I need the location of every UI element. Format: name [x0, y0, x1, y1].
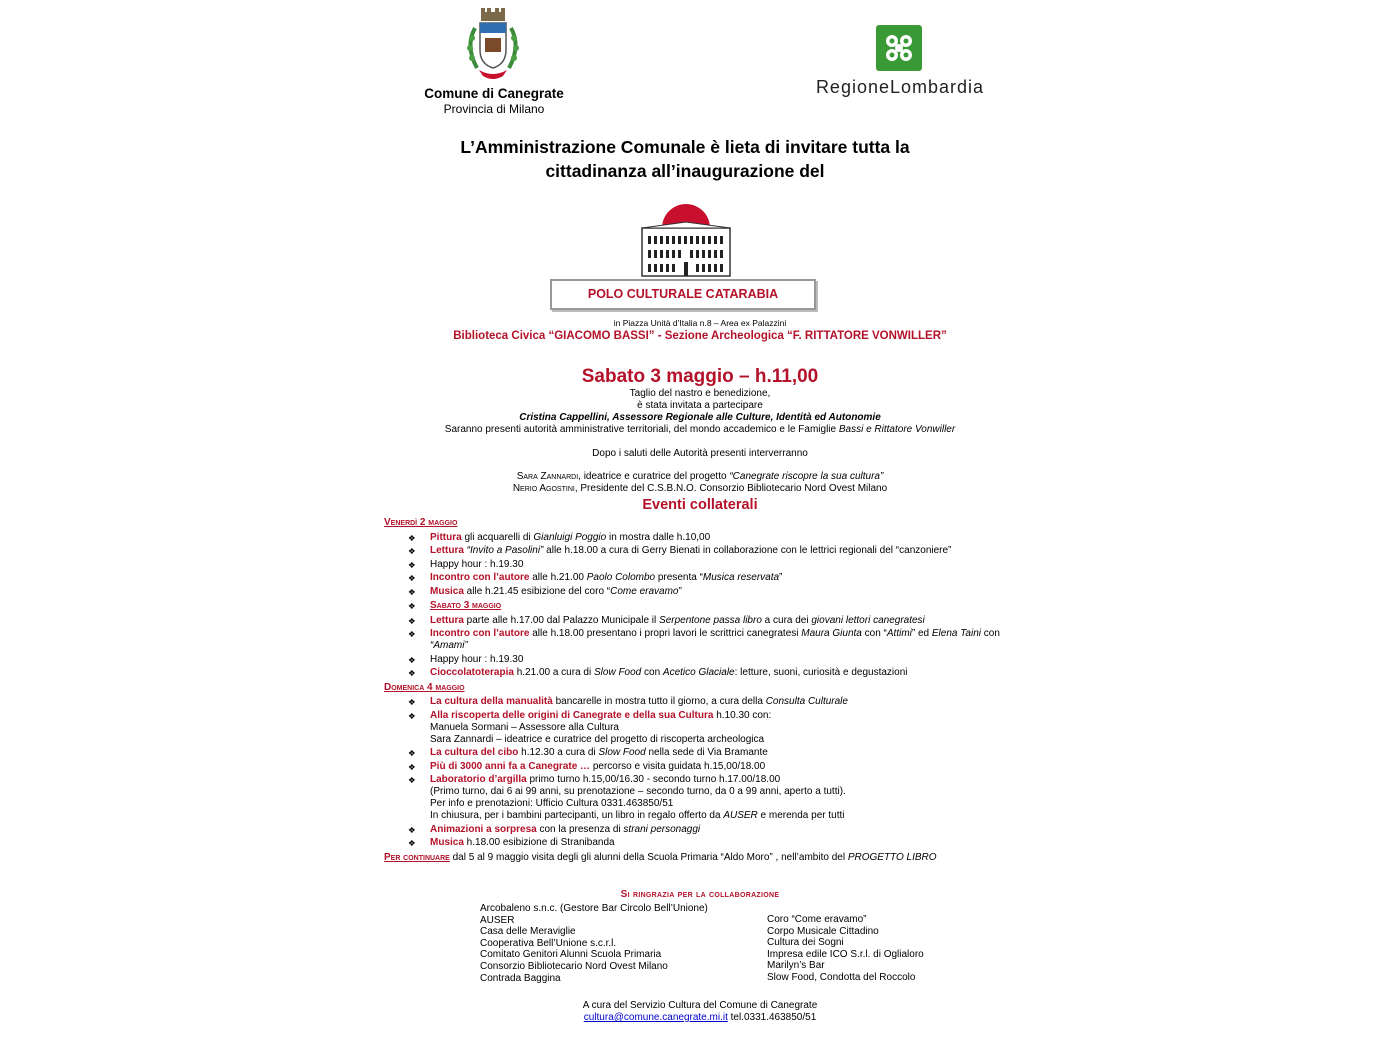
- event-label: Animazioni a sorpresa: [430, 823, 537, 835]
- event-italic: Slow Food: [593, 667, 642, 678]
- event-italic: “Amami”: [430, 640, 468, 651]
- event-text: parte alle h.17.00 dal Palazzo Municipale il: [463, 614, 660, 626]
- main-event-info: [0, 388, 1400, 436]
- day-heading-saturday: Sabato 3 maggio: [430, 600, 502, 611]
- sponsor-item: AUSER: [480, 914, 515, 926]
- main-date-title: Sabato 3 maggio – h.11,00: [581, 366, 819, 387]
- footer: [0, 1000, 1400, 1024]
- continuation-line: [384, 851, 1004, 865]
- sponsor-item: Comitato Genitori Alunni Scuola Primaria: [480, 949, 662, 961]
- event-italic: “Invito a Pasolini”: [463, 545, 544, 556]
- event-text: alle h.21.00: [529, 572, 587, 583]
- biblioteca-line: Biblioteca Civica “GIACOMO BASSI” - Sezione Archeologica “F. RITTATORE VONWILLER”: [453, 330, 947, 342]
- event-subline: Sara Zannardi – ideatrice e curatrice del progetto di riscoperta archeologica: [430, 733, 765, 745]
- event-label: Lettura: [430, 545, 464, 556]
- info-line-1: Taglio del nastro e benedizione,: [629, 388, 771, 399]
- info-line-4-families: Bassi e Rittatore Vonwiller: [838, 424, 956, 435]
- speaker-2: [0, 483, 1400, 495]
- venue-address: in Piazza Unità d’Italia n.8 – Area ex Palazzini: [613, 318, 787, 328]
- event-label: La cultura del cibo: [430, 747, 519, 758]
- info-line-4: [0, 424, 1400, 436]
- footer-tel: tel.0331.463850/51: [727, 1012, 817, 1023]
- comune-province: Provincia di Milano: [443, 102, 545, 116]
- continuation-text: dal 5 al 9 maggio visita degli gli alunni della Scuola Primaria “Aldo Moro” , nell’ambito del: [449, 851, 848, 863]
- sponsor-item: Slow Food, Condotta del Roccolo: [767, 971, 916, 983]
- event-text: h.12.30 a cura di: [518, 747, 599, 758]
- info-line-4-text: Saranno presenti autorità amministrative territoriali, del mondo accademico e le Famiglie: [444, 424, 839, 435]
- day-heading-friday: Venerdì 2 maggio: [384, 517, 458, 528]
- event-label: Musica: [430, 585, 464, 597]
- event-italic: Gianluigi Poggio: [533, 531, 607, 543]
- sponsor-item: Contrada Baggina: [480, 972, 561, 984]
- speaker-2-name: Nerio Agostini: [512, 483, 575, 494]
- day-heading-sunday: Domenica 4 maggio: [384, 681, 465, 693]
- footer-contact: [0, 1012, 1400, 1024]
- list-item: [384, 615, 1004, 627]
- event-italic: Musica reservata: [702, 572, 780, 583]
- thanks-right-column: [767, 914, 1007, 984]
- event-label: La cultura della manualità: [430, 696, 553, 707]
- event-label: Alla riscoperta delle origini di Canegrate e della sua Cultura: [430, 709, 714, 721]
- list-item: [384, 761, 1004, 773]
- event-label: Lettura: [430, 614, 464, 626]
- event-italic: Serpentone passa libro: [659, 614, 762, 626]
- event-text: gli acquarelli di: [461, 531, 534, 543]
- footer-line-1: A cura del Servizio Cultura del Comune di Canegrate: [582, 1000, 818, 1011]
- event-text: con la presenza di: [536, 823, 624, 835]
- event-label: Cioccolatoterapia: [430, 667, 514, 678]
- list-item: [384, 532, 1004, 544]
- regione-lombardia-logo: [876, 25, 922, 71]
- events-title: Eventi collaterali: [642, 497, 758, 513]
- speakers-intro: Dopo i saluti delle Autorità presenti interverranno: [592, 448, 808, 459]
- list-item: [384, 559, 1004, 571]
- comune-name: Comune di Canegrate: [424, 86, 564, 101]
- list-item: [384, 837, 1004, 849]
- sponsor-item: Cultura dei Sogni: [767, 937, 844, 949]
- event-italic: Attimi: [886, 628, 912, 639]
- thanks-title: Si ringrazia per la collaborazione: [620, 889, 780, 900]
- event-italic: giovani lettori canegratesi: [811, 614, 925, 626]
- event-text: percorso e visita guidata h.15,00/18.00: [590, 760, 766, 772]
- event-subline: Manuela Sormani – Assessore alla Cultura: [430, 721, 619, 733]
- event-text: nella sede di Via Bramante: [645, 747, 768, 758]
- event-text: presenta “: [655, 572, 703, 583]
- speakers-list: [0, 471, 1400, 495]
- sponsor-item: Corpo Musicale Cittadino: [767, 925, 879, 937]
- event-text: alle h.18.00 presentano i propri lavori le scrittrici canegratesi: [529, 628, 802, 639]
- event-text: Happy hour : h.19.30: [430, 653, 524, 665]
- event-italic: AUSER: [723, 810, 758, 821]
- sponsor-item: Casa delle Meraviglie: [480, 926, 576, 938]
- event-italic: Acetico Glaciale: [662, 667, 735, 678]
- info-line-3: Cristina Cappellini, Assessore Regionale alle Culture, Identità ed Autonomie: [519, 412, 881, 423]
- event-text: h.18.00 esibizione di Stranibanda: [463, 837, 615, 848]
- event-text: a cura dei: [761, 614, 812, 626]
- sponsor-item: Impresa edile ICO S.r.l. di Oglialoro: [767, 948, 924, 960]
- event-text: con: [981, 628, 1000, 639]
- list-item: [384, 710, 1004, 746]
- event-italic: Come eravamo: [610, 585, 679, 597]
- event-text: con: [641, 667, 663, 678]
- info-line-2: è stata invitata a partecipare: [637, 400, 763, 411]
- thanks-left-column: [480, 903, 760, 984]
- footer-email-link[interactable]: cultura@comune.canegrate.mi.it: [583, 1012, 728, 1023]
- event-text: alle h.18.00 a cura di Gerry Bienati in collaborazione con le lettrici regionali del “canzoniere”: [543, 545, 952, 556]
- event-text: h.21.00 a cura di: [513, 667, 594, 678]
- list-item: [384, 572, 1004, 584]
- sponsor-item: Coro “Come eravamo”: [767, 914, 867, 925]
- polo-building-illustration: [640, 200, 732, 278]
- sponsor-item: Cooperativa Bell’Unione s.c.r.l.: [480, 937, 617, 949]
- sponsor-item: Marilyn’s Bar: [767, 960, 825, 972]
- event-text: ”: [678, 585, 682, 597]
- list-item: [384, 696, 1004, 708]
- event-label: Laboratorio d’argilla: [430, 774, 527, 785]
- event-text: ”: [779, 572, 783, 583]
- speaker-1: [0, 471, 1400, 483]
- event-text: e merenda per tutti: [757, 810, 845, 821]
- event-label: Incontro con l’autore: [430, 628, 530, 639]
- event-text: Happy hour : h.19.30: [430, 558, 524, 570]
- list-item: [384, 667, 1004, 679]
- event-text: bancarelle in mostra tutto il giorno, a cura della: [552, 696, 766, 707]
- list-item: [384, 586, 1004, 598]
- sponsor-item: Consorzio Bibliotecario Nord Ovest Milano: [480, 960, 668, 972]
- headline-line-1: L’Amministrazione Comunale è lieta di invitare tutta la: [460, 137, 910, 157]
- headline-line-2: cittadinanza all’inaugurazione del: [545, 161, 825, 181]
- list-item: [384, 545, 1004, 557]
- event-italic: Maura Giunta: [801, 628, 862, 639]
- event-italic: Elena Taini: [931, 628, 982, 639]
- list-item: [384, 774, 1004, 822]
- continuation-project: PROGETTO LIBRO: [847, 851, 937, 863]
- event-text: alle h.21.45 esibizione del coro “: [463, 585, 611, 597]
- event-text: h.10.30 con:: [713, 709, 772, 721]
- comune-coat-of-arms: [463, 6, 523, 82]
- event-text: : letture, suoni, curiosità e degustazioni: [734, 667, 908, 678]
- list-item: [384, 824, 1004, 836]
- event-text: con “: [861, 628, 887, 639]
- event-text: ” ed: [911, 628, 932, 639]
- event-italic: strani personaggi: [623, 823, 701, 835]
- event-text: in mostra dalle h.10,00: [606, 531, 711, 543]
- event-label: Più di 3000 anni fa a Canegrate …: [430, 760, 591, 772]
- speaker-1-name: Sara Zannardi: [516, 471, 579, 482]
- event-label: Incontro con l’autore: [430, 572, 530, 583]
- event-label: Pittura: [430, 531, 462, 543]
- speaker-1-project: “Canegrate riscopre la sua cultura”: [729, 471, 884, 482]
- polo-title-box: POLO CULTURALE CATARABIA: [550, 279, 816, 310]
- regione-name: RegioneLombardia: [815, 77, 985, 97]
- event-subline: [430, 810, 1004, 822]
- event-text: In chiusura, per i bambini partecipanti, un libro in regalo offerto da: [430, 810, 724, 821]
- event-italic: Slow Food: [598, 747, 646, 758]
- continuation-label: Per continuare: [384, 851, 450, 863]
- list-item: [384, 599, 1004, 613]
- event-label: Musica: [430, 837, 464, 848]
- list-item: [384, 747, 1004, 759]
- speaker-1-text: , ideatrice e curatrice del progetto: [578, 471, 730, 482]
- event-text: primo turno h.15,00/16.30 - secondo turno h.17.00/18.00: [526, 774, 781, 785]
- invitation-headline: [400, 135, 970, 183]
- events-list: [384, 516, 1004, 865]
- sponsor-item: Arcobaleno s.n.c. (Gestore Bar Circolo Bell’Unione): [480, 903, 708, 914]
- event-italic: Paolo Colombo: [586, 572, 656, 583]
- event-subline: Per info e prenotazioni: Ufficio Cultura 0331.463850/51: [430, 798, 674, 809]
- speaker-2-text: , Presidente del C.S.B.N.O. Consorzio Bibliotecario Nord Ovest Milano: [574, 483, 888, 494]
- event-subline: (Primo turno, dai 6 ai 99 anni, su prenotazione – secondo turno, da 0 a 99 anni, aperto a tutti).: [430, 786, 846, 797]
- event-italic: Consulta Culturale: [765, 696, 848, 707]
- list-item: [384, 654, 1004, 666]
- list-item: [384, 628, 1004, 652]
